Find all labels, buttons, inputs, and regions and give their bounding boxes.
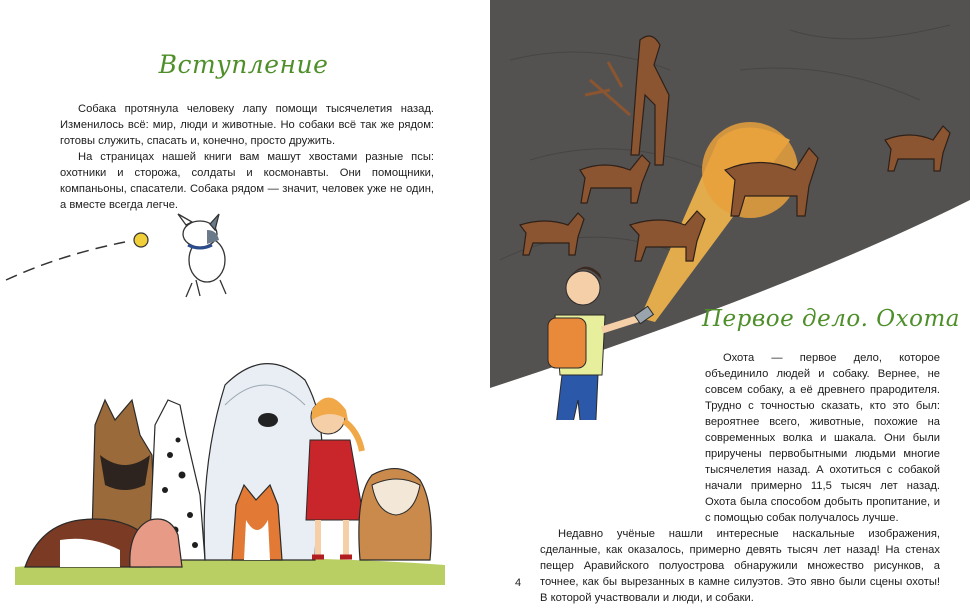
intro-paragraph-2: На страницах нашей книги вам машут хвостами разные псы: охотники и сторожа, солдаты и космонавты. Они помощники, компаньоны, спасатели. Собака рядом — значит, человек уже не один, а вместе всегда легче. <box>60 151 434 211</box>
right-page <box>490 0 970 614</box>
hunting-paragraph-2: Недавно учёные нашли интересные наскальные изображения, сделанные, как оказалось, примерно девять тысяч лет назад! На стенах пещер Аравийского полуострова обнаружили множество рисунков, а точнее, как бы вырезанных в камне силуэтов. Это явно были сцены охоты! В которой участвовали и люди, и собаки. <box>540 528 940 604</box>
intro-title: Вступление <box>158 50 329 79</box>
page-number: 4 <box>515 577 522 589</box>
hunting-paragraph-1: Охота — первое дело, которое объединило людей и собаку. Вернее, не совсем собаку, а её древнего прародителя. Трудно с точностью сказать, кто это был: вероятнее всего, животные, похожие на современных волка и шакала. Они были приручены первобытными людьми многие тысячелетия назад. А охотиться с собакой начали примерно 11,5 тысяч лет назад. Охота была способом добыть пропитание, и с помощью собак получалось лучше. <box>705 352 940 524</box>
intro-paragraph-1: Собака протянула человеку лапу помощи тысячелетия назад. Изменилось всё: мир, люди и животные. Но собаки всё так же рядом: готовы служить, спасать и, конечно, просто дружить. <box>60 103 434 147</box>
hunting-title: Первое дело. Охота <box>701 306 960 332</box>
intro-text <box>60 101 434 213</box>
hunting-text <box>540 350 940 606</box>
dogs-group-illustration <box>0 345 487 585</box>
